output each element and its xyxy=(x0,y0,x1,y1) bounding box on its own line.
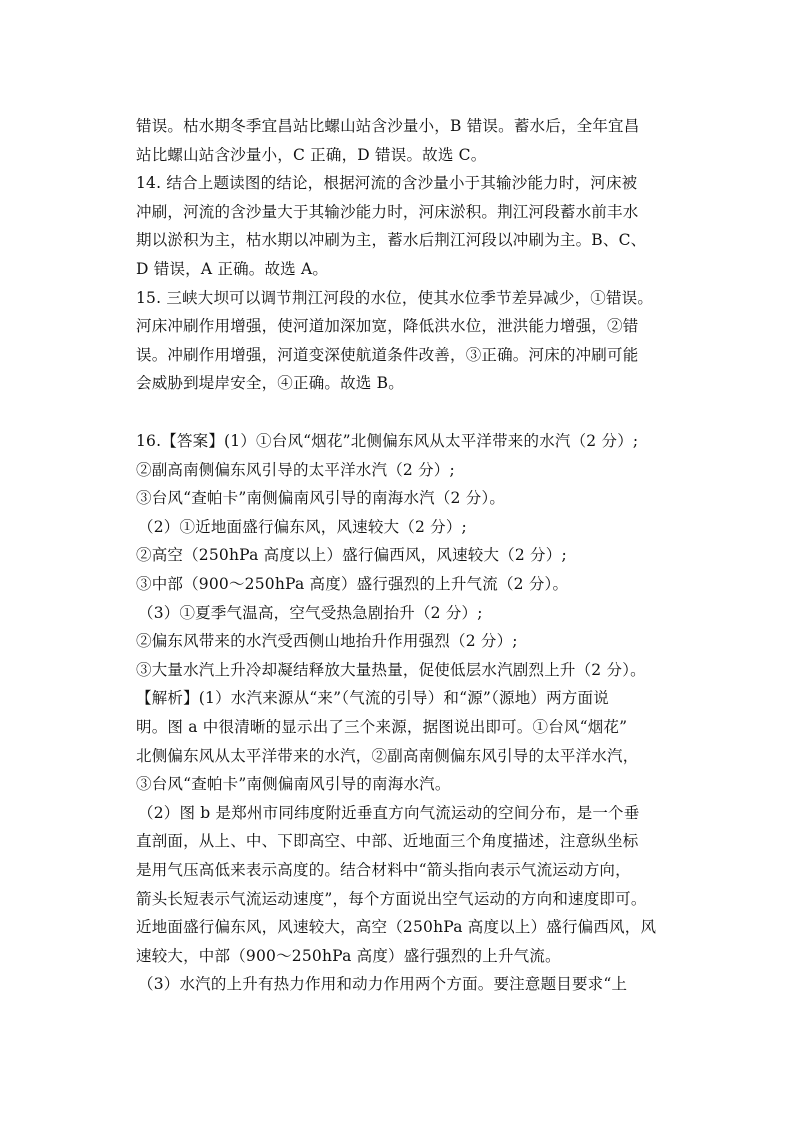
text-line: D 错误，A 正确。故选 A。 xyxy=(136,259,329,278)
question-16-answer-line: 16.【答案】(1）①台风“烟花”北侧偏东风从太平洋带来的水汽（2 分）; xyxy=(136,432,639,450)
question-15-line: 15. 三峡大坝可以调节荆江河段的水位，使其水位季节差异减少，①错误。 xyxy=(136,288,654,307)
text-line: 冲刷，河流的含沙量大于其输沙能力时，河床淤积。荆江河段蓄水前丰水 xyxy=(136,202,639,221)
text-line: 错误。枯水期冬季宜昌站比螺山站含沙量小，B 错误。蓄水后，全年宜昌 xyxy=(136,117,640,135)
text-line: 近地面盛行偏东风，风速较大，高空（250hPa 高度以上）盛行偏西风，风 xyxy=(136,918,657,937)
answer-text-part1 xyxy=(136,112,676,398)
text-line: （3）水汽的上升有热力作用和动力作用两个方面。要注意题目要求“上 xyxy=(138,975,628,994)
text-line: 箭头长短表示气流运动速度”，每个方面说出空气运动的方向和速度即可。 xyxy=(136,889,647,908)
text-line: ③台风“查帕卡”南侧偏南风引导的南海水汽。 xyxy=(136,775,451,794)
text-line: （2）①近地面盛行偏东风，风速较大（2 分）; xyxy=(138,517,467,536)
text-line: 期以淤积为主，枯水期以冲刷为主，蓄水后荆江河段以冲刷为主。B、C、 xyxy=(136,231,647,250)
answer-text-part2 xyxy=(136,427,676,999)
text-line: 明。图 a 中很清晰的显示出了三个来源，据图说出即可。①台风“烟花” xyxy=(136,717,628,736)
text-line: 速较大，中部（900～250hPa 高度）盛行强烈的上升气流。 xyxy=(136,946,561,965)
text-line: ③大量水汽上升冷却凝结释放大量热量，促使低层水汽剧烈上升（2 分）。 xyxy=(136,660,646,679)
text-line: （3）①夏季气温高，空气受热急剧抬升（2 分）; xyxy=(138,603,483,622)
text-line: ③中部（900～250hPa 高度）盛行强烈的上升气流（2 分）。 xyxy=(136,574,569,593)
text-line: 北侧偏东风从太平洋带来的水汽，②副高南侧偏东风引导的太平洋水汽， xyxy=(136,746,639,765)
analysis-heading-line: 【解析】(1）水汽来源从“来”（气流的引导）和“源”（源地）两方面说 xyxy=(136,689,609,708)
text-line: 误。冲刷作用增强，河道变深使航道条件改善，③正确。河床的冲刷可能 xyxy=(136,345,639,364)
text-line: ②副高南侧偏东风引导的太平洋水汽（2 分）; xyxy=(136,460,455,479)
text-line: 直剖面，从上、中、下即高空、中部、近地面三个角度描述，注意纵坐标 xyxy=(136,832,639,851)
question-14-line: 14. 结合上题读图的结论，根据河流的含沙量小于其输沙能力时，河床被 xyxy=(136,174,638,193)
text-line: 是用气压高低来表示高度的。结合材料中“箭头指向表示气流运动方向， xyxy=(136,860,631,879)
text-line: 会威胁到堤岸安全，④正确。故选 B。 xyxy=(136,374,404,393)
text-line: 站比螺山站含沙量小，C 正确，D 错误。故选 C。 xyxy=(136,145,487,164)
text-line: ③台风“查帕卡”南侧偏南风引导的南海水汽（2 分）。 xyxy=(136,489,506,508)
text-line: （2）图 b 是郑州市同纬度附近垂直方向气流运动的空间分布，是一个垂 xyxy=(138,803,640,822)
text-line: ②高空（250hPa 高度以上）盛行偏西风，风速较大（2 分）; xyxy=(136,546,567,565)
text-line: ②偏东风带来的水汽受西侧山地抬升作用强烈（2 分）; xyxy=(136,632,518,651)
text-line: 河床冲刷作用增强，使河道加深加宽，降低洪水位，泄洪能力增强，②错 xyxy=(136,317,639,336)
